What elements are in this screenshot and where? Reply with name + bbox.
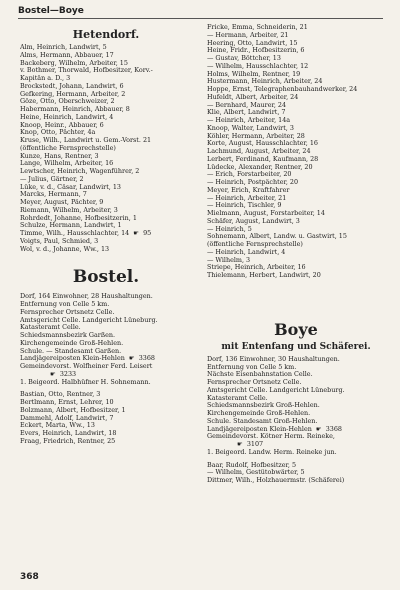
- info-line: Amtsgericht Celle. Landgericht Lüneburg.: [207, 386, 345, 394]
- list-item: Riemann, Wilhelm, Arbeiter, 3: [20, 206, 118, 214]
- list-item: Sohnemann, Albert, Landw. u. Gastwirt, 15: [207, 233, 347, 241]
- info-line: Schiedsmannsbezirk Garßen.: [20, 332, 116, 339]
- list-item: Alms, Hermann, Abbauer, 17: [20, 51, 114, 59]
- list-item: Dittmer, Wilh., Holzhauermstr. (Schäferei): [207, 477, 345, 484]
- info-line: Schule. — Standesamt Garßen.: [20, 347, 122, 355]
- list-item: — Heinrich, Arbeiter, 21: [207, 194, 287, 202]
- list-item: — Erich, Forstarbeiter, 20: [207, 171, 292, 179]
- list-item: Heering, Otto, Landwirt, 15: [207, 39, 298, 47]
- telephone-hand-icon: ☛: [50, 370, 56, 378]
- telephone-hand-icon: ☛: [128, 355, 135, 363]
- telephone-number: 95: [143, 230, 152, 237]
- list-item: Eckert, Marta, Ww., 13: [20, 422, 95, 430]
- list-item: Heine, Heinrich, Landwirt, 4: [20, 113, 114, 121]
- info-line-with-phone: [207, 426, 385, 434]
- list-item: Dammehl, Adolf, Landwirt, 7: [20, 414, 114, 422]
- list-item: Wol, v. d., Johanne, Ww., 13: [20, 245, 110, 253]
- info-line: Katasteramt Celle.: [20, 324, 81, 332]
- list-item: Fricke, Emma, Schneiderin, 21: [207, 24, 308, 31]
- page-number: 368: [20, 572, 39, 582]
- section-subheading-boye: mit Entenfang und Schäferei.: [221, 341, 371, 352]
- list-item: Klie, Albert, Landwirt, 7: [207, 109, 286, 117]
- list-item: Marcks, Hermann, 7: [20, 191, 87, 199]
- boye-info: [207, 356, 385, 457]
- list-item: — Wilhelm, Hausschlachter, 12: [207, 62, 309, 70]
- list-item: — Heinrich, Arbeiter, 14a: [207, 117, 291, 124]
- list-item: Lüdecke, Alexander, Rentner, 20: [207, 163, 313, 171]
- list-item: Hoppe, Ernst, Telegraphenbauhandwerker, 24: [207, 86, 358, 93]
- section-heading-bostel: Bostel.: [72, 267, 140, 288]
- info-line: 1. Beigeord. Halbhüfner H. Sohnemann.: [20, 378, 151, 386]
- list-item: Knoop, Walter, Landwirt, 3: [207, 124, 294, 132]
- list-item: Knop, Otto, Pächter, 4a: [20, 129, 96, 137]
- telephone-number: 3368: [138, 355, 155, 363]
- info-line: Kirchengemeinde Groß-Hehlen.: [207, 410, 311, 417]
- list-item: Lerbert, Ferdinand, Kaufmann, 28: [207, 155, 319, 163]
- info-line-text: Landjägereiposten Klein-Hehlen: [20, 355, 125, 363]
- info-line: Entfernung von Celle 5 km.: [207, 363, 297, 371]
- list-item: — Bernhard, Maurer, 24: [207, 101, 287, 109]
- list-item: Mielmann, August, Forstarbeiter, 14: [207, 210, 325, 217]
- list-item: Kunze, Hans, Rentner, 3: [20, 152, 99, 160]
- list-item: Schäfer, August, Landwirt, 3: [207, 217, 300, 225]
- info-line: Fernsprecher Ortsnetz Celle.: [207, 379, 302, 386]
- section-heading-hetendorf: Hetendorf.: [72, 28, 140, 41]
- list-item: Striepe, Heinrich, Arbeiter, 16: [207, 264, 306, 272]
- list-item: — Hermann, Arbeiter, 21: [207, 31, 289, 39]
- list-item: Kruse, Wilh., Landwirt u. Gem.-Vorst. 21: [20, 137, 152, 144]
- list-item: Hufeldt, Albert, Arbeiter, 24: [207, 93, 299, 101]
- info-line: Kirchengemeinde Groß-Hehlen.: [20, 339, 124, 347]
- telephone-hand-icon: ☛: [315, 425, 322, 433]
- list-item: — Wilhelm, 3: [207, 256, 251, 264]
- list-item: (öffentliche Fernsprechstelle): [20, 144, 116, 152]
- bostel-residents-continued: [207, 24, 385, 280]
- telephone-number: 3107: [246, 441, 264, 448]
- telephone-hand-icon: ☛: [237, 441, 243, 448]
- list-item: Lange, Wilhelm, Arbeiter, 16: [20, 160, 114, 168]
- bostel-info: [20, 293, 192, 386]
- list-item: Meyer, August, Pächter, 9: [20, 199, 104, 206]
- list-item: Thielemann, Herbert, Landwirt, 20: [207, 272, 321, 279]
- list-item: Schulze, Hermann, Landwirt, 1: [20, 222, 122, 230]
- telephone-hand-icon: ☛: [133, 230, 140, 237]
- hetendorf-residents: [20, 44, 192, 253]
- info-line: Entfernung von Celle 5 km.: [20, 301, 110, 308]
- info-line: Dorf, 136 Einwohner, 30 Haushaltungen.: [207, 355, 340, 363]
- info-line: Nächste Eisenbahnstation Celle.: [207, 371, 313, 379]
- info-line: Schiedsmannsbezirk Groß-Hehlen.: [207, 402, 320, 410]
- header-rule: [18, 18, 383, 19]
- list-item: Köhler, Hermann, Arbeiter, 28: [207, 132, 305, 140]
- list-item: Bastian, Otto, Rentner, 3: [20, 391, 101, 399]
- list-item: Lüke, v. d., Cäsar, Landwirt, 13: [20, 183, 121, 191]
- list-item: Bolzmann, Albert, Hofbesitzer, 1: [20, 406, 126, 414]
- section-heading-boye: Boye: [274, 319, 318, 339]
- list-item: Evers, Heinrich, Landwirt, 18: [20, 430, 117, 437]
- left-column: [20, 24, 192, 446]
- list-item: Korte, August, Hausschlachter, 16: [207, 140, 318, 148]
- list-item: Brockstedt, Johann, Landwirt, 6: [20, 82, 124, 90]
- list-item: Backeberg, Wilhelm, Arbeiter, 15: [20, 59, 128, 67]
- list-item: — Heinrich, Postpächter, 20: [207, 179, 299, 186]
- list-item: — Heinrich, Tischler, 9: [207, 202, 282, 210]
- list-item: Rohrdedt, Johanne, Hofbesitzerin, 1: [20, 214, 137, 222]
- bostel-residents: [20, 391, 192, 445]
- list-item: Hustermann, Heinrich, Arbeiter, 24: [207, 78, 323, 86]
- list-item: Bertlmann, Ernst, Lehrer, 10: [20, 399, 114, 406]
- info-line: Fernsprecher Ortsnetz Celle.: [20, 308, 115, 316]
- telephone-number: 3368: [325, 425, 342, 433]
- info-line: Gemeindevorst. Kötner Herm. Reineke,: [207, 433, 335, 441]
- list-item: — Wilhelm, Gestütobwärter, 5: [207, 469, 305, 477]
- list-item: — Julius, Gärtner, 2: [20, 175, 84, 183]
- list-item: Lachmund, August, Arbeiter, 24: [207, 148, 311, 155]
- info-line: Amtsgericht Celle. Landgericht Lüneburg.: [20, 316, 158, 324]
- list-item: Gefkering, Hermann, Arbeiter, 2: [20, 90, 126, 98]
- list-item: Holms, Wilhelm, Rentner, 19: [207, 70, 301, 78]
- list-item: — Heinrich, 5: [207, 225, 252, 233]
- list-item: Knoop, Heinr., Abbauer, 6: [20, 121, 104, 129]
- info-line: Dorf, 164 Einwohner, 28 Haushaltungen.: [20, 293, 153, 301]
- info-line-with-phone: [20, 355, 192, 363]
- list-item: Habermann, Heinrich, Abbauer, 8: [20, 106, 130, 113]
- right-column: [207, 24, 385, 485]
- list-item: Lewtscher, Heinrich, Wagenführer, 2: [20, 168, 140, 175]
- list-item-with-phone: [20, 230, 192, 238]
- info-line-text: Landjägereiposten Klein-Hehlen: [207, 425, 312, 433]
- boye-residents: [207, 462, 385, 485]
- info-line: Schule. Standesamt Groß-Hehlen.: [207, 417, 318, 425]
- list-item: — Gustav, Böttcher, 13: [207, 55, 281, 62]
- list-item: Alm, Heinrich, Landwirt, 5: [20, 44, 107, 51]
- info-line: Katasteramt Celle.: [207, 394, 268, 402]
- list-item: Fraag, Friedrich, Rentner, 25: [20, 437, 116, 445]
- info-line-phone: [20, 371, 192, 379]
- list-item: — Heinrich, Landwirt, 4: [207, 248, 286, 256]
- list-item: Meyer, Erich, Kraftfahrer: [207, 186, 290, 194]
- list-item: v. Bothmer, Thorwald, Hofbesitzer, Korv.-: [20, 67, 153, 75]
- info-line: 1. Beigeord. Landw. Herm. Reineke jun.: [207, 448, 337, 456]
- list-item: Heine, Fridr., Hofbesitzerin, 6: [207, 47, 305, 55]
- list-item: Voigts, Paul, Schmied, 3: [20, 237, 99, 245]
- running-head-title: Bostel—Boye: [18, 6, 84, 16]
- info-line: Gemeindevorst. Wolfheiner Ferd. Leisert: [20, 363, 153, 370]
- list-item: (öffentliche Fernsprechstelle): [207, 241, 303, 248]
- list-item-text: Timme, Wilh., Hausschlachter, 14: [20, 230, 130, 237]
- list-item: Baar, Rudolf, Hofbesitzer, 5: [207, 461, 297, 469]
- list-item: Kapitän a. D., 3: [20, 75, 71, 82]
- telephone-number: 3233: [59, 370, 77, 378]
- list-item: Göze, Otto, Oberschweizer, 2: [20, 98, 115, 106]
- info-line-phone: [207, 441, 385, 449]
